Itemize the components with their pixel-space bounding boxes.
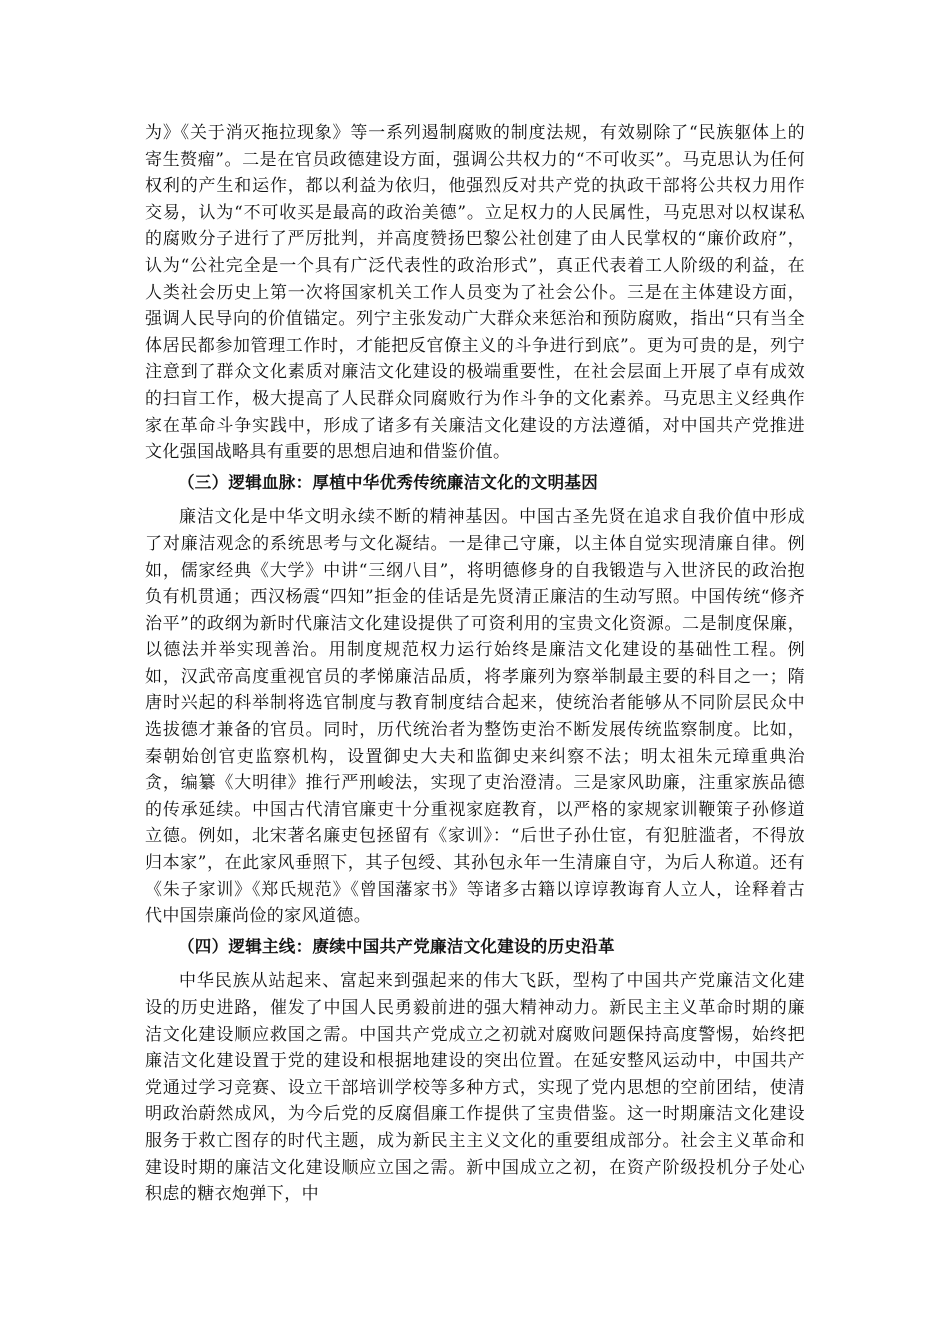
section-heading-4: （四）逻辑主线：赓续中国共产党廉洁文化建设的历史沿革 [178, 936, 615, 956]
paragraph-traditional-culture: 廉洁文化是中华文明永续不断的精神基因。中国古圣先贤在追求自我价值中形成了对廉洁观念的系统思考与文化凝结。一是律己守廉，以主体自觉实现清廉自律。例如，儒家经典《大学》中讲“三纲八目”，将明德修身的自我锻造与入世济民的政治抱负有机贯通；西汉杨震“四知”拒金的佳话是先贤清正廉洁的生动写照。中国传统“修齐治平”的政纲为新时代廉洁文化建设提供了可资利用的宝贵文化资源。二是制度保廉，以德法并举实现善治。用制度规范权力运行始终是廉洁文化建设的基础性工程。例如，汉武帝高度重视官员的孝悌廉洁品质，将孝廉列为察举制最主要的科目之一；隋唐时兴起的科举制将选官制度与教育制度结合起来，使统治者能够从不同阶层民众中选拔德才兼备的官员。同时，历代统治者为整饬吏治不断发展传统监察制度。比如，秦朝始创官吏监察机构，设置御史大夫和监御史来纠察不法；明太祖朱元璋重典治贪，编纂《大明律》推行严刑峻法，实现了吏治澄清。三是家风助廉，注重家族品德的传承延续。中国古代清官廉吏十分重视家庭教育，以严格的家规家训鞭策子孙修道立德。例如，北宋著名廉吏包拯留有《家训》：“后世子孙仕宦，有犯脏滥者，不得放归本家”，在此家风垂照下，其子包绶、其孙包永年一生清廉自守，为后人称道。还有《朱子家训》《郑氏规范》《曾国藩家书》等诸多古籍以谆谆教诲育人立人，诠释着古代中国崇廉尚俭的家风道德。 [145, 507, 805, 927]
paragraph-marxist-classics: 为》《关于消灭拖拉现象》等一系列遏制腐败的制度法规，有效剔除了“民族躯体上的寄生赘瘤”。二是在官员政德建设方面，强调公共权力的“不可收买”。马克思认为任何权利的产生和运作，都以利益为依归，他强烈反对共产党的执政干部将公共权力用作交易，认为“不可收买是最高的政治美德”。立足权力的人民属性，马克思对以权谋私的腐败分子进行了严厉批判，并高度赞扬巴黎公社创建了由人民掌权的“廉价政府”，认为“公社完全是一个具有广泛代表性的政治形式”，真正代表着工人阶级的利益，在人类社会历史上第一次将国家机关工作人员变为了社会公仆。三是在主体建设方面，强调人民导向的价值锚定。列宁主张发动广大群众来惩治和预防腐败，指出“只有当全体居民都参加管理工作时，才能把反官僚主义的斗争进行到底”。更为可贵的是，列宁注意到了群众文化素质对廉洁文化建设的极端重要性，在社会层面上开展了卓有成效的扫盲工作，极大提高了人民群众同腐败行为作斗争的文化素养。马克思主义经典作家在革命斗争实践中，形成了诸多有关廉洁文化建设的方法遵循，对中国共产党推进文化强国战略具有重要的思想启迪和借鉴价值。 [145, 123, 805, 463]
document-page [145, 120, 805, 1208]
section-heading-3: （三）逻辑血脉：厚植中华优秀传统廉洁文化的文明基因 [178, 472, 598, 492]
paragraph-party-history: 中华民族从站起来、富起来到强起来的伟大飞跃，型构了中国共产党廉洁文化建设的历史进路，催发了中国人民勇毅前进的强大精神动力。新民主主义革命时期的廉洁文化建设顺应救国之需。中国共产党成立之初就对腐败问题保持高度警惕，始终把廉洁文化建设置于党的建设和根据地建设的突出位置。在延安整风运动中，中国共产党通过学习竞赛、设立干部培训学校等多种方式，实现了党内思想的空前团结，使清明政治蔚然成风，为今后党的反腐倡廉工作提供了宝贵借鉴。这一时期廉洁文化建设服务于救亡图存的时代主题，成为新民主主义文化的重要组成部分。社会主义革命和建设时期的廉洁文化建设顺应立国之需。新中国成立之初，在资产阶级投机分子处心积虑的糖衣炮弹下，中 [145, 971, 805, 1205]
